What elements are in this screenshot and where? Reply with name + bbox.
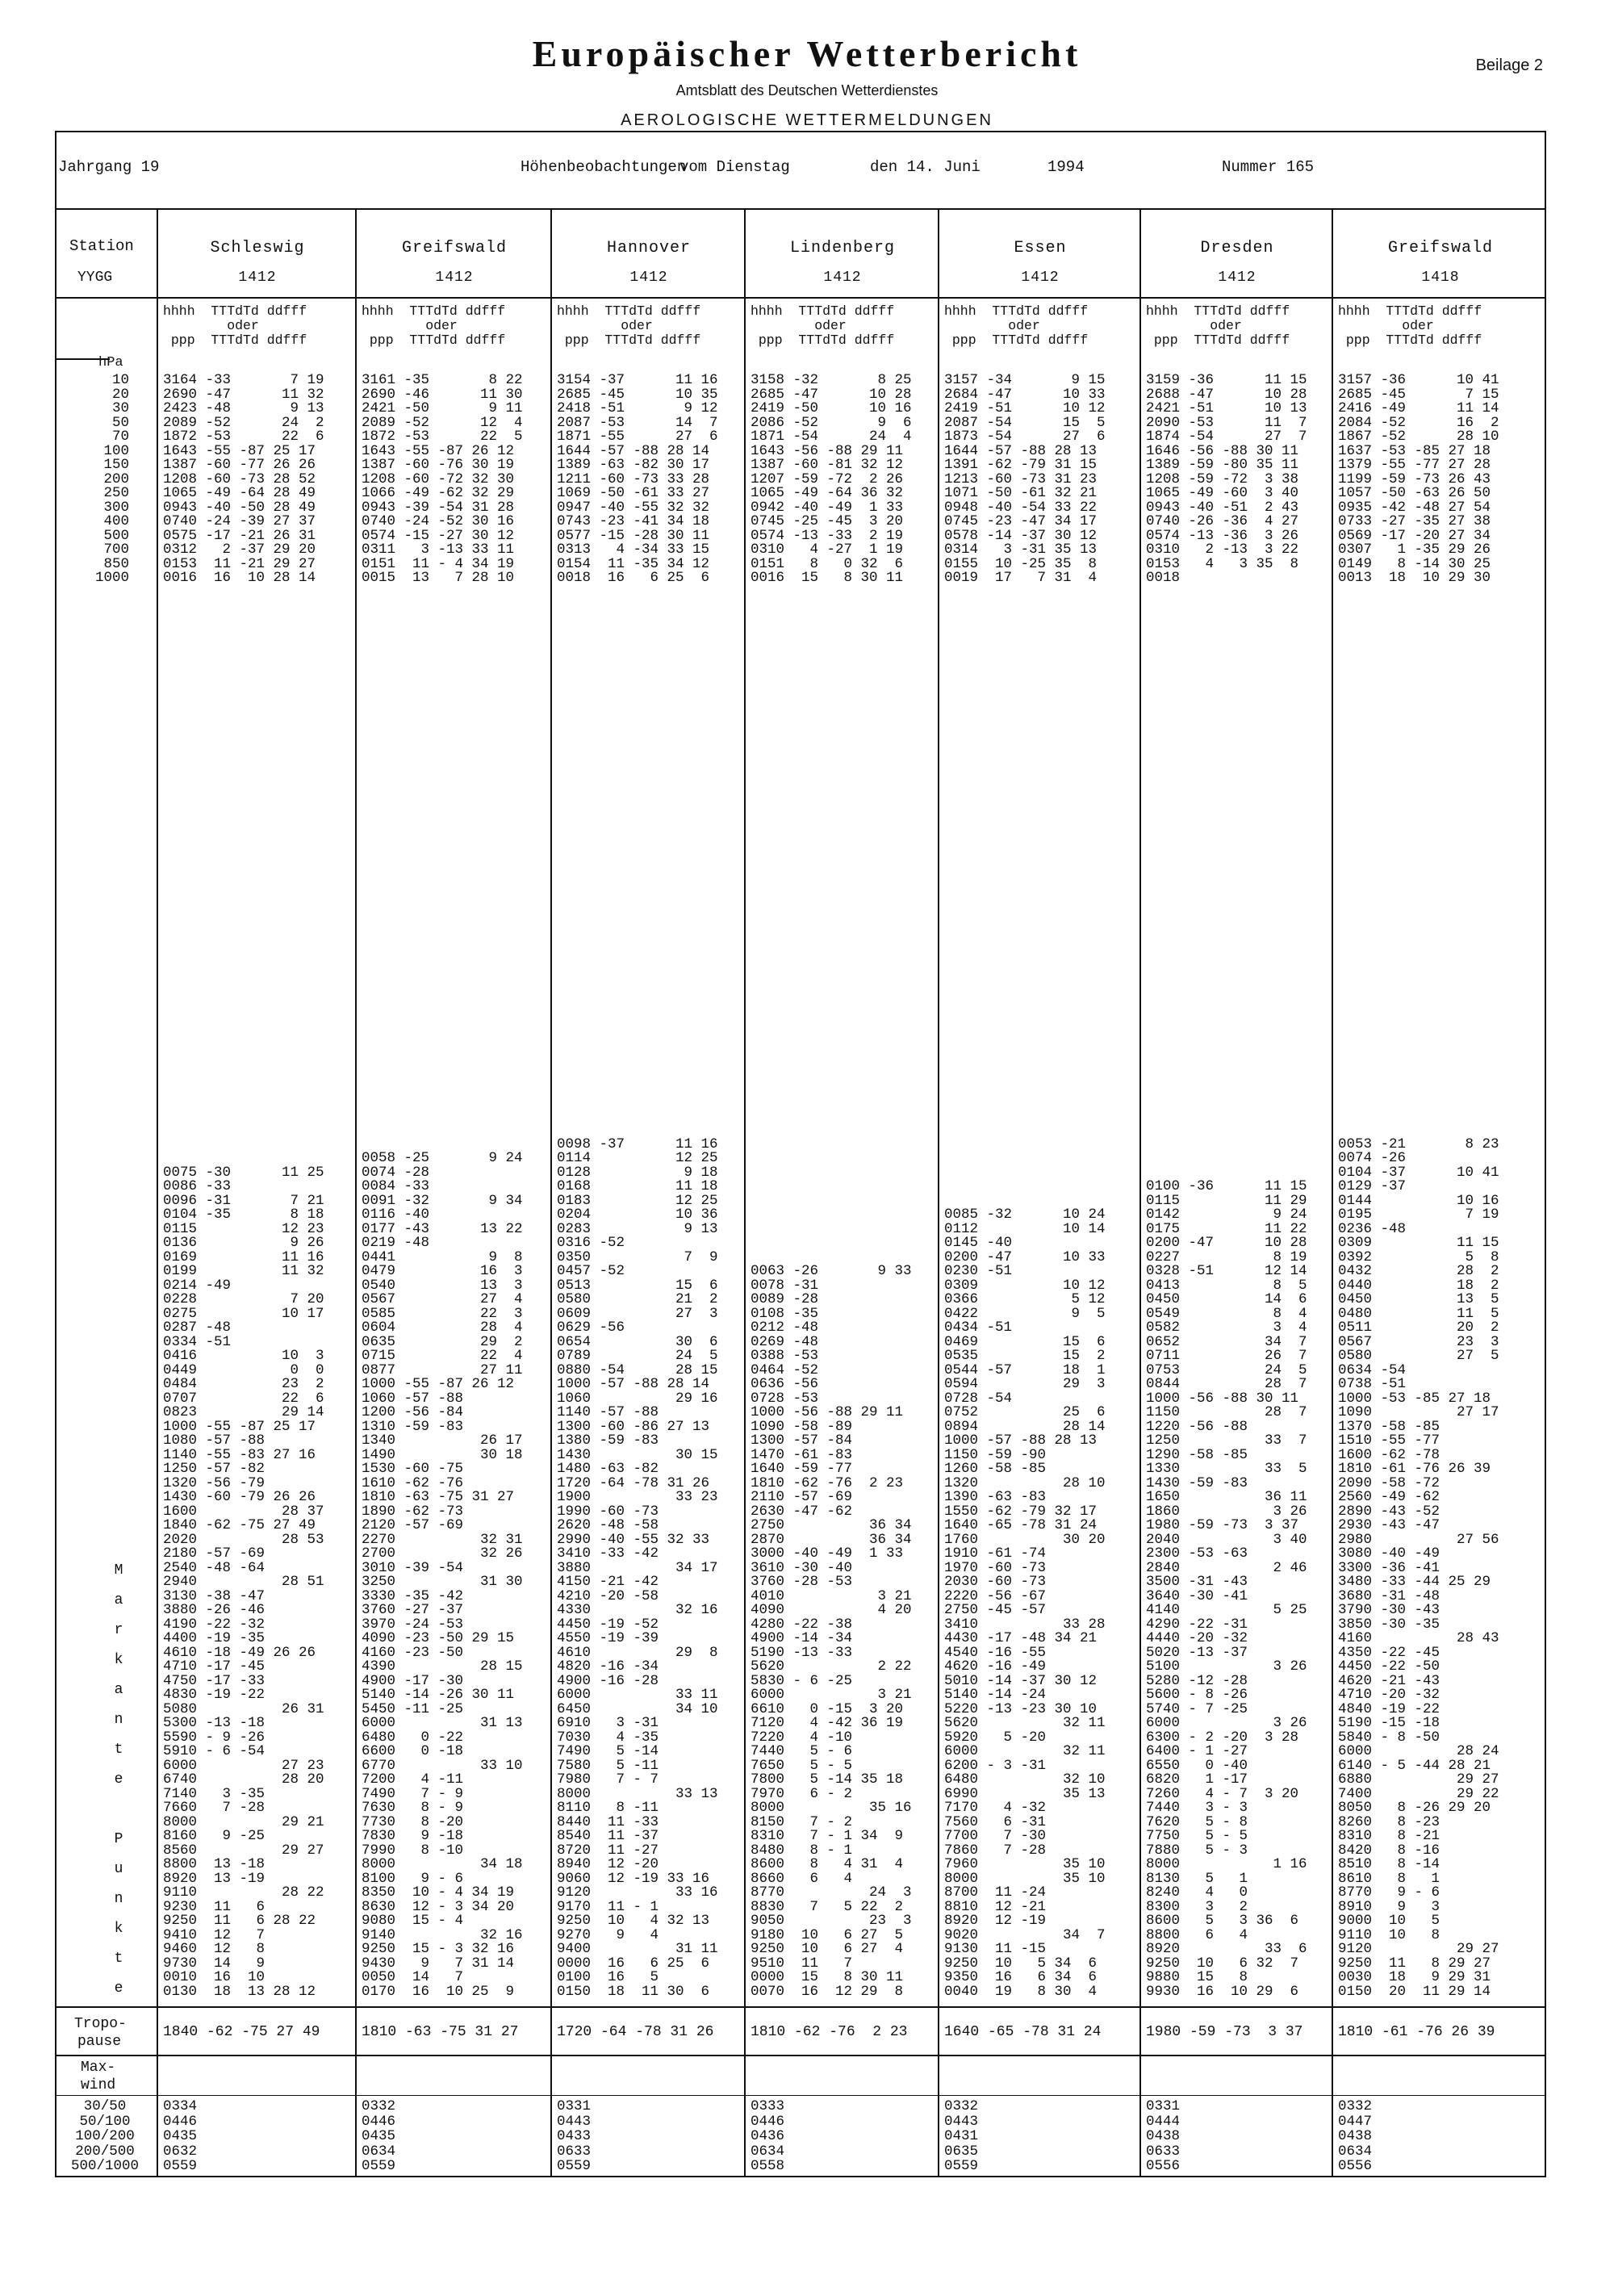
tropopause-values: 1980 -59 -73 3 37: [1146, 2024, 1303, 2040]
station-time: 1418: [1421, 270, 1460, 286]
tropopause-values: 1810 -62 -76 2 23: [751, 2024, 908, 2040]
tropopause-values: 1720 -64 -78 31 26: [557, 2024, 714, 2040]
markante-letter: a: [114, 1682, 123, 1698]
column-header-ppp: ppp TTTdTd ddfff: [751, 332, 895, 348]
markante-letter: e: [114, 1980, 123, 1997]
column-header-ppp: ppp TTTdTd ddfff: [1338, 332, 1482, 348]
tropopause-values: 1640 -65 -78 31 24: [944, 2024, 1102, 2040]
station-name: Dresden: [1200, 239, 1274, 257]
markante-letter: M: [114, 1562, 123, 1579]
station-name: Greifswald: [401, 239, 508, 257]
markante-letter: t: [114, 1742, 123, 1758]
markante-letter: r: [114, 1622, 123, 1638]
column-header: hhhh TTTdTd ddfff: [1146, 303, 1290, 319]
rule-maxwind: [56, 2055, 1545, 2056]
maxwind-values: 0331 0443 0433 0633 0559: [557, 2098, 592, 2174]
markante-letter: k: [114, 1921, 123, 1937]
column-header-oder: oder: [751, 318, 847, 333]
col-rule-3: [744, 208, 746, 2177]
column-header-ppp: ppp TTTdTd ddfff: [557, 332, 701, 348]
standard-levels: 3164 -33 7 19 2690 -47 11 32 2423 -48 9 13 2089 -52 24 2 1872 -53 22 6 1643 -55 -87 25 17 1387 -60 -77 26 26 1208 -60 -73 28 52 1065 -49 -64 28 49 0943 -40 -50 28 49 0740 -24 -39 27 37 0575 -17 -21 26 31 0312 2 -37 29 20 0153 11 -21 29 27 0016 16 10 28 14: [163, 372, 324, 586]
maxwind-values: 0333 0446 0436 0634 0558: [751, 2098, 785, 2174]
yygg-label: YYGG: [77, 270, 113, 286]
station-time: 1412: [1021, 270, 1060, 286]
maxwind-values: 0334 0446 0435 0632 0559: [163, 2098, 198, 2174]
station-name: Schleswig: [210, 239, 305, 257]
significant-points: 0098 -37 11 16 0114 12 25 0128 9 18 0168 11 18 0183 12 25 0204 10 36 0283 9 13 0316 -52 0350 7 9 0457 -52 0513 15 6 0580 21 2 0609 27 3 0629 -56 0654 30 6 0789 24 5 0880 -54 28 15 1000 -57 -88 28 14 1060 29 16 1140 -57 -88 1300 -60 -86 27 13 1380 -59 -83 1430 30 15 1480 -63 -82 1720 -64 -78 31 26 1900 33 23 1990 -60 -73 2620 -48 -58 2990 -40 -55 32 33 3410 -33 -42 3880 34 17 4150 -21 -42 4210 -20 -58 4330 32 16 4450 -19 -52 4550 -19 -39 4610 29 8 4820 -16 -34 4900 -16 -28 6000 33 11 6450 34 10 6910 3 -31 7030 4 -35 7490 5 -14 7580 5 -11 7980 7 - 7 8000 33 13 8110 8 -11 8440 11 -33 8540 11 -37 8720 11 -27 8940 12 -20 9060 12 -19 33 16 9120 33 16 9170 11 - 1 9250 10 4 32 13 9270 9 4 9400 31 11 0000 16 6 25 6 0100 16 5 0150 18 11 30 6: [557, 1135, 718, 2000]
station-name: Essen: [1014, 239, 1067, 257]
station-time: 1412: [238, 270, 277, 286]
standard-levels: 3157 -36 10 41 2685 -45 7 15 2416 -49 11 14 2084 -52 16 2 1867 -52 28 10 1637 -53 -85 27 18 1379 -55 -77 27 28 1199 -59 -73 26 43 1057 -50 -63 26 50 0935 -42 -48 27 54 0733 -27 -35 27 38 0569 -17 -20 27 34 0307 1 -35 29 26 0149 8 -14 30 25 0013 18 10 29 30: [1338, 372, 1499, 586]
station-time: 1412: [1218, 270, 1256, 286]
subtitle: Amtsblatt des Deutschen Wetterdienstes: [675, 82, 939, 98]
markante-letter: e: [114, 1771, 123, 1788]
maxwind-values: 0331 0444 0438 0633 0556: [1146, 2098, 1181, 2174]
maxwind-values: 0332 0443 0431 0635 0559: [944, 2098, 979, 2174]
column-header: hhhh TTTdTd ddfff: [1338, 303, 1482, 319]
significant-points: 0063 -26 9 33 0078 -31 0089 -28 0108 -35 0212 -48 0269 -48 0388 -53 0464 -52 0636 -56 0728 -53 1000 -56 -88 29 11 1090 -58 -89 1300 -57 -84 1470 -61 -83 1640 -59 -77 1810 -62 -76 2 23 2110 -57 -69 2630 -47 -62 2750 36 34 2870 36 34 3000 -40 -49 1 33 3610 -30 -40 3760 -28 -53 4010 3 21 4090 4 20 4280 -22 -38 4900 -14 -34 5190 -13 -33 5620 2 22 5830 - 6 -25 6000 3 21 6610 0 -15 3 20 7120 4 -42 36 19 7220 4 -10 7440 5 - 6 7650 5 - 5 7800 5 -14 35 18 7970 6 - 2 8000 35 16 8150 7 - 2 8310 7 - 1 34 9 8480 8 - 1 8600 8 4 31 4 8660 6 4 8770 24 3 8830 7 5 22 2 9050 23 3 9180 10 6 27 5 9250 10 6 27 4 9510 11 7 0000 15 8 30 11 0070 16 12 29 8: [751, 1263, 912, 2000]
tropopause-values: 1840 -62 -75 27 49: [163, 2024, 320, 2040]
column-header: hhhh TTTdTd ddfff: [163, 303, 307, 319]
maxwind-values: 0332 0446 0435 0634 0559: [362, 2098, 396, 2174]
rule-maxwind-levels: [56, 2095, 1546, 2096]
maxwind-levels: 30/50 50/100 100/200 200/500 500/1000: [70, 2098, 139, 2174]
col-rule-1: [355, 208, 357, 2177]
tropo-label-1: Tropo-: [74, 2016, 127, 2032]
issue-number: Nummer 165: [1222, 158, 1315, 176]
col-rule-2: [550, 208, 552, 2177]
maxwind-values: 0332 0447 0438 0634 0556: [1338, 2098, 1373, 2174]
markante-letter: u: [114, 1861, 123, 1877]
report-table: [55, 131, 1546, 2177]
significant-points: 0075 -30 11 25 0086 -33 0096 -31 7 21 0104 -35 8 18 0115 12 23 0136 9 26 0169 11 16 0199 11 32 0214 -49 0228 7 20 0275 10 17 0287 -48 0334 -51 0416 10 3 0449 0 0 0484 23 2 0707 22 6 0823 29 14 1000 -55 -87 25 17 1080 -57 -88 1140 -55 -83 27 16 1250 -57 -82 1320 -56 -79 1430 -60 -79 26 26 1600 28 37 1840 -62 -75 27 49 2020 28 53 2180 -57 -69 2540 -48 -64 2940 28 51 3130 -38 -47 3880 -26 -46 4190 -22 -32 4400 -19 -35 4610 -18 -49 26 26 4710 -17 -45 4750 -17 -33 4830 -19 -22 5080 26 31 5300 -13 -18 5590 - 9 -26 5910 - 6 -54 6000 27 23 6740 28 20 7140 3 -35 7660 7 -28 8000 29 21 8160 9 -25 8560 29 27 8800 13 -18 8920 13 -19 9110 28 22 9230 11 6 9250 11 6 28 22 9410 12 7 9460 12 8 9730 14 9 0010 16 10 0130 18 13 28 12: [163, 1164, 324, 2000]
col-rule-5: [1139, 208, 1141, 2177]
obs-weekday: vom Dienstag: [679, 158, 790, 176]
column-header: hhhh TTTdTd ddfff: [362, 303, 506, 319]
significant-points: 0100 -36 11 15 0115 11 29 0142 9 24 0175 11 22 0200 -47 10 28 0227 8 19 0328 -51 12 14 0413 8 5 0450 14 6 0549 8 4 0582 3 4 0652 34 7 0711 26 7 0753 24 5 0844 28 7 1000 -56 -88 30 11 1150 28 7 1220 -56 -88 1250 33 7 1290 -58 -85 1330 33 5 1430 -59 -83 1650 36 11 1860 3 26 1980 -59 -73 3 37 2040 3 40 2300 -53 -63 2840 2 46 3500 -31 -43 3640 -30 -41 4140 5 25 4290 -22 -31 4440 -20 -32 5020 -13 -37 5100 3 26 5280 -12 -28 5600 - 8 -26 5740 - 7 -25 6000 3 26 6300 - 2 -20 3 28 6400 - 1 -27 6550 0 -40 6820 1 -17 7260 4 - 7 3 20 7440 3 - 3 7620 5 - 8 7750 5 - 5 7880 5 - 3 8000 1 16 8130 5 1 8240 4 0 8300 3 2 8600 5 3 36 6 8800 6 4 8920 33 6 9250 10 6 32 7 9880 15 8 9930 16 10 29 6: [1146, 1178, 1307, 2000]
station-name: Greifswald: [1387, 239, 1494, 257]
standard-levels: 3154 -37 11 16 2685 -45 10 35 2418 -51 9 12 2087 -53 14 7 1871 -55 27 6 1644 -57 -88 28 14 1389 -63 -82 30 17 1211 -60 -73 33 28 1069 -50 -61 33 27 0947 -40 -55 32 32 0743 -23 -41 34 18 0577 -15 -28 30 11 0313 4 -34 33 15 0154 11 -35 34 12 0018 16 6 25 6: [557, 372, 718, 586]
col-rule-4: [938, 208, 939, 2177]
column-header-ppp: ppp TTTdTd ddfff: [362, 332, 506, 348]
markante-letter: P: [114, 1831, 123, 1847]
rule-station: [56, 297, 1545, 299]
column-header-ppp: ppp TTTdTd ddfff: [1146, 332, 1290, 348]
column-header-ppp: ppp TTTdTd ddfff: [944, 332, 1089, 348]
standard-levels: 3159 -36 11 15 2688 -47 10 28 2421 -51 10 13 2090 -53 11 7 1874 -54 27 7 1646 -56 -88 30 11 1389 -59 -80 35 11 1208 -59 -72 3 38 1065 -49 -60 3 40 0943 -40 -51 2 43 0740 -26 -36 4 27 0574 -13 -36 3 26 0310 2 -13 3 22 0153 4 3 35 8 0018: [1146, 372, 1307, 586]
station-time: 1412: [435, 270, 474, 286]
column-header-ppp: ppp TTTdTd ddfff: [163, 332, 307, 348]
hpa-label: hPa: [98, 355, 123, 370]
markante-letter: n: [114, 1712, 123, 1728]
pressure-levels: 10 20 30 50 70 100 150 200 250 300 400 500 700 850 1000: [94, 372, 129, 586]
col-rule-6: [1332, 208, 1333, 2177]
obs-date: den 14. Juni: [870, 158, 981, 176]
station-label: Station: [69, 237, 134, 255]
standard-levels: 3158 -32 8 25 2685 -47 10 28 2419 -50 10 16 2086 -52 9 6 1871 -54 24 4 1643 -56 -88 29 11 1387 -60 -81 32 12 1207 -59 -72 2 26 1065 -49 -64 36 32 0942 -40 -49 1 33 0745 -25 -45 3 20 0574 -13 -33 2 19 0310 4 -27 1 19 0151 8 0 32 6 0016 15 8 30 11: [751, 372, 912, 586]
tropopause-values: 1810 -61 -76 26 39: [1338, 2024, 1495, 2040]
column-header: hhhh TTTdTd ddfff: [557, 303, 701, 319]
rule-tropo: [56, 2006, 1545, 2008]
tropopause-values: 1810 -63 -75 31 27: [362, 2024, 519, 2040]
column-header-oder: oder: [163, 318, 259, 333]
column-header: hhhh TTTdTd ddfff: [944, 303, 1089, 319]
significant-points: 0058 -25 9 24 0074 -28 0084 -33 0091 -32 9 34 0116 -40 0177 -43 13 22 0219 -48 0441 9 8 0479 16 3 0540 13 3 0567 27 4 0585 22 3 0604 28 4 0635 29 2 0715 22 4 0877 27 11 1000 -55 -87 26 12 1060 -57 -88 1200 -56 -84 1310 -59 -83 1340 26 17 1490 30 18 1530 -60 -75 1610 -62 -76 1810 -63 -75 31 27 1890 -62 -73 2120 -57 -69 2270 32 31 2700 32 26 3010 -39 -54 3250 31 30 3330 -35 -42 3760 -27 -37 3970 -24 -53 4090 -23 -50 29 15 4160 -23 -50 4390 28 15 4900 -17 -30 5140 -14 -26 30 11 5450 -11 -25 6000 31 13 6480 0 -22 6600 0 -18 6770 33 10 7200 4 -11 7490 7 - 9 7630 8 - 9 7730 8 -20 7830 9 -18 7990 8 -10 8000 34 18 8100 9 - 6 8350 10 - 4 34 19 8630 12 - 3 34 20 9080 15 - 4 9140 32 16 9250 15 - 3 32 16 9430 9 7 31 14 0050 14 7 0170 16 10 25 9: [362, 1150, 523, 2000]
standard-levels: 3161 -35 8 22 2690 -46 11 30 2421 -50 9 11 2089 -52 12 4 1872 -53 22 5 1643 -55 -87 26 12 1387 -60 -76 30 19 1208 -60 -72 32 30 1066 -49 -62 32 29 0943 -39 -54 31 28 0740 -24 -52 30 16 0574 -15 -27 30 12 0311 3 -13 33 11 0151 11 - 4 34 19 0015 13 7 28 10: [362, 372, 523, 586]
column-header-oder: oder: [944, 318, 1040, 333]
page-title: Europäischer Wetterbericht: [532, 33, 1082, 74]
tropo-label-2: pause: [77, 2034, 122, 2050]
markante-letter: n: [114, 1891, 123, 1907]
maxwind-label-1: Max-: [81, 2060, 116, 2076]
rule-info: [56, 208, 1545, 210]
maxwind-label-2: wind: [81, 2077, 116, 2093]
column-header: hhhh TTTdTd ddfff: [751, 303, 895, 319]
obs-year: 1994: [1047, 158, 1085, 176]
obs-type: Höhenbeobachtungen: [521, 158, 687, 176]
markante-letter: k: [114, 1652, 123, 1668]
column-header-oder: oder: [1338, 318, 1434, 333]
column-header-oder: oder: [557, 318, 653, 333]
jahrgang: Jahrgang 19: [58, 158, 160, 176]
markante-letter: t: [114, 1951, 123, 1967]
standard-levels: 3157 -34 9 15 2684 -47 10 33 2419 -51 10 12 2087 -54 15 5 1873 -54 27 6 1644 -57 -88 28 13 1391 -62 -79 31 15 1213 -60 -73 31 23 1071 -50 -61 32 21 0948 -40 -54 33 22 0745 -23 -47 34 17 0578 -14 -37 30 12 0314 3 -31 35 13 0155 10 -25 35 8 0019 17 7 31 4: [944, 372, 1106, 586]
station-name: Lindenberg: [789, 239, 896, 257]
station-name: Hannover: [606, 239, 691, 257]
markante-letter: a: [114, 1592, 123, 1608]
section-title: AEROLOGISCHE WETTERMELDUNGEN: [621, 111, 993, 129]
significant-points: 0053 -21 8 23 0074 -26 0104 -37 10 41 0129 -37 0144 10 16 0195 7 19 0236 -48 0309 11 15 0392 5 8 0432 28 2 0440 18 2 0450 13 5 0480 11 5 0511 20 2 0567 23 3 0580 27 5 0634 -54 0738 -51 1000 -53 -85 27 18 1090 27 17 1370 -58 -85 1510 -55 -77 1600 -62 -78 1810 -61 -76 26 39 2090 -58 -72 2560 -49 -62 2890 -43 -52 2930 -43 -47 2980 27 56 3080 -40 -49 3300 -36 -41 3480 -33 -44 25 29 3680 -31 -48 3790 -30 -43 3850 -30 -35 4160 28 43 4350 -22 -45 4450 -22 -50 4620 -21 -43 4710 -20 -32 4840 -19 -22 5190 -15 -18 5840 - 8 -50 6000 28 24 6140 - 5 -44 28 21 6880 29 27 7400 29 22 8050 8 -26 29 20 8260 8 -23 8310 8 -21 8420 8 -16 8510 8 -14 8610 8 1 8770 9 - 6 8910 9 3 9000 10 5 9110 10 8 9120 29 27 9250 11 8 29 27 0030 18 9 29 31 0150 20 11 29 14: [1338, 1135, 1499, 2000]
significant-points: 0085 -32 10 24 0112 10 14 0145 -40 0200 -47 10 33 0230 -51 0309 10 12 0366 5 12 0422 9 5 0434 -51 0469 15 6 0535 15 2 0544 -57 18 1 0594 29 3 0728 -54 0752 25 6 0894 28 14 1000 -57 -88 28 13 1150 -59 -90 1260 -58 -85 1320 28 10 1390 -63 -83 1550 -62 -79 32 17 1640 -65 -78 31 24 1760 30 20 1910 -61 -74 1970 -60 -73 2030 -60 -73 2220 -56 -67 2750 -45 -57 3410 33 28 4430 -17 -48 34 21 4540 -16 -55 4620 -16 -49 5010 -14 -37 30 12 5140 -14 -24 5220 -13 -23 30 10 5620 32 11 5920 5 -20 6000 32 11 6200 - 3 -31 6480 32 10 6990 35 13 7170 4 -32 7560 6 -31 7700 7 -30 7860 7 -28 7960 35 10 8000 35 10 8700 11 -24 8810 12 -21 8920 12 -19 9020 34 7 9130 11 -15 9250 10 5 34 6 9350 16 6 34 6 0040 19 8 30 4: [944, 1207, 1106, 2000]
column-header-oder: oder: [362, 318, 458, 333]
column-header-oder: oder: [1146, 318, 1242, 333]
beilage-label: Beilage 2: [1475, 56, 1543, 74]
station-time: 1412: [629, 270, 668, 286]
col-rule-0: [157, 208, 158, 2177]
station-time: 1412: [823, 270, 862, 286]
